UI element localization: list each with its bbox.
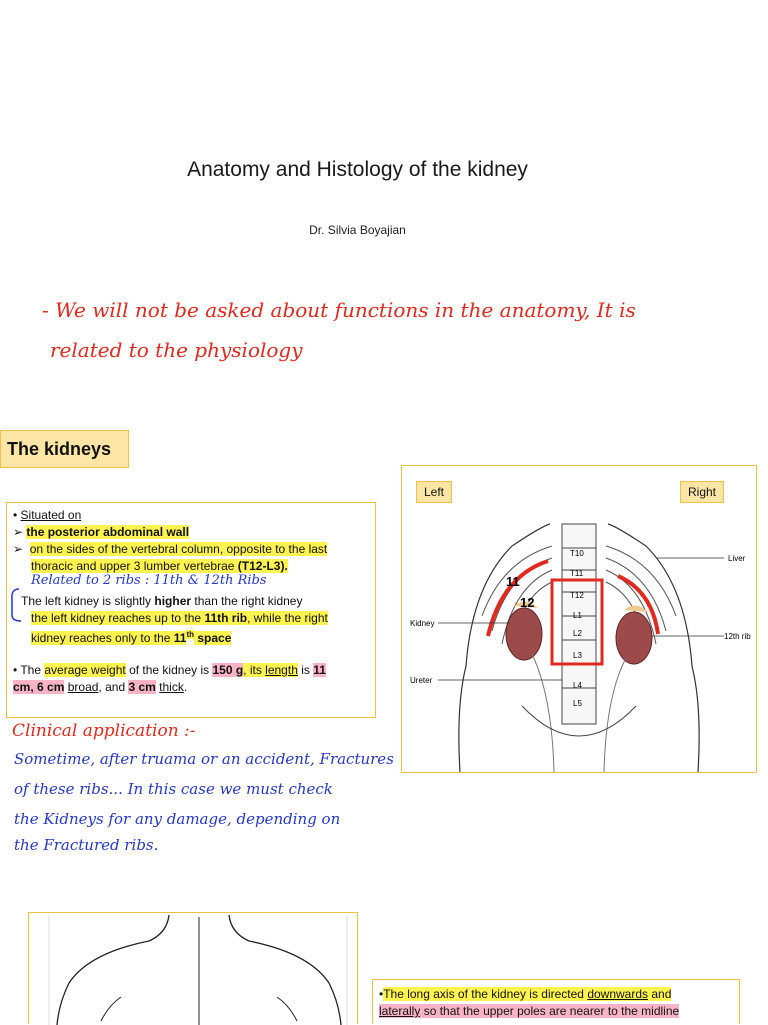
bracket-mark-icon — [7, 585, 23, 625]
clinical-note-line-4: the Kidneys for any damage, depending on — [14, 810, 341, 828]
right-kidney-space: kidney reaches only to the 11th space — [31, 630, 232, 645]
page-title: Anatomy and Histology of the kidney — [187, 158, 528, 181]
right-label: Right — [680, 481, 724, 503]
rib-11-number: 11 — [506, 574, 520, 589]
l2-label: L2 — [573, 629, 582, 638]
right-kidney-shape — [616, 612, 652, 664]
bullet-posterior-wall: ➢ the posterior abdominal wall — [13, 525, 190, 539]
handwritten-ribs-note: Related to 2 ribs : 11th & 12th Ribs — [31, 573, 267, 588]
torso-figure — [28, 912, 358, 1024]
section-heading: The kidneys — [0, 430, 129, 468]
handwritten-note-line-2: related to the physiology — [50, 338, 303, 362]
axis-line-1: •The long axis of the kidney is directed downwards and — [379, 987, 672, 1001]
clinical-note-line-5: the Fractured ribs. — [14, 836, 159, 854]
ureter-label: Ureter — [410, 676, 433, 685]
rib12-label: 12th rib — [724, 632, 751, 641]
t11-label: T11 — [570, 569, 584, 578]
kidney-size-line: cm, 6 cm broad, and 3 cm thick. — [13, 680, 188, 694]
clinical-note-line-3: of these ribs... In this case we must check — [14, 780, 333, 798]
l1-label: L1 — [573, 611, 582, 620]
handwritten-note-line-1: - We will not be asked about functions in the anatomy, It is — [42, 298, 636, 322]
clinical-note-line-2: Sometime, after truama or an accident, Fractures — [14, 750, 394, 768]
rib-12-number: 12 — [520, 595, 535, 610]
l3-label: L3 — [573, 651, 582, 660]
t12-label: T12 — [570, 591, 584, 600]
l4-label: L4 — [573, 681, 582, 690]
kidney-label: Kidney — [410, 619, 435, 628]
kidney-facts-box — [6, 502, 376, 718]
author-name: Dr. Silvia Boyajian — [309, 223, 406, 237]
bullet-vertebrae: thoracic and upper 3 lumber vertebrae (T12-L3). — [31, 559, 288, 573]
left-kidney-rib: the left kidney reaches up to the 11th rib, while the right — [31, 611, 328, 625]
kidney-axis-box — [372, 979, 740, 1024]
left-kidney-shape — [506, 608, 542, 660]
liver-label: Liver — [728, 554, 746, 563]
l5-label: L5 — [573, 699, 582, 708]
kidney-position-figure — [401, 465, 757, 773]
left-label: Left — [416, 481, 452, 503]
left-kidney-higher: The left kidney is slightly higher than the right kidney — [21, 594, 303, 608]
clinical-application-heading: Clinical application :- — [12, 721, 196, 741]
axis-line-2: laterally so that the upper poles are nearer to the midline — [379, 1004, 680, 1018]
t10-label: T10 — [570, 549, 584, 558]
kidney-weight-line: • The average weight of the kidney is 150 g, its length is 11 — [13, 663, 326, 677]
situated-on-line: • Situated on — [13, 508, 82, 522]
bullet-vertebral-column: ➢ on the sides of the vertebral column, opposite to the last — [13, 542, 328, 556]
torso-outline-drawing — [29, 913, 357, 1025]
kidney-anatomy-diagram — [402, 466, 756, 772]
